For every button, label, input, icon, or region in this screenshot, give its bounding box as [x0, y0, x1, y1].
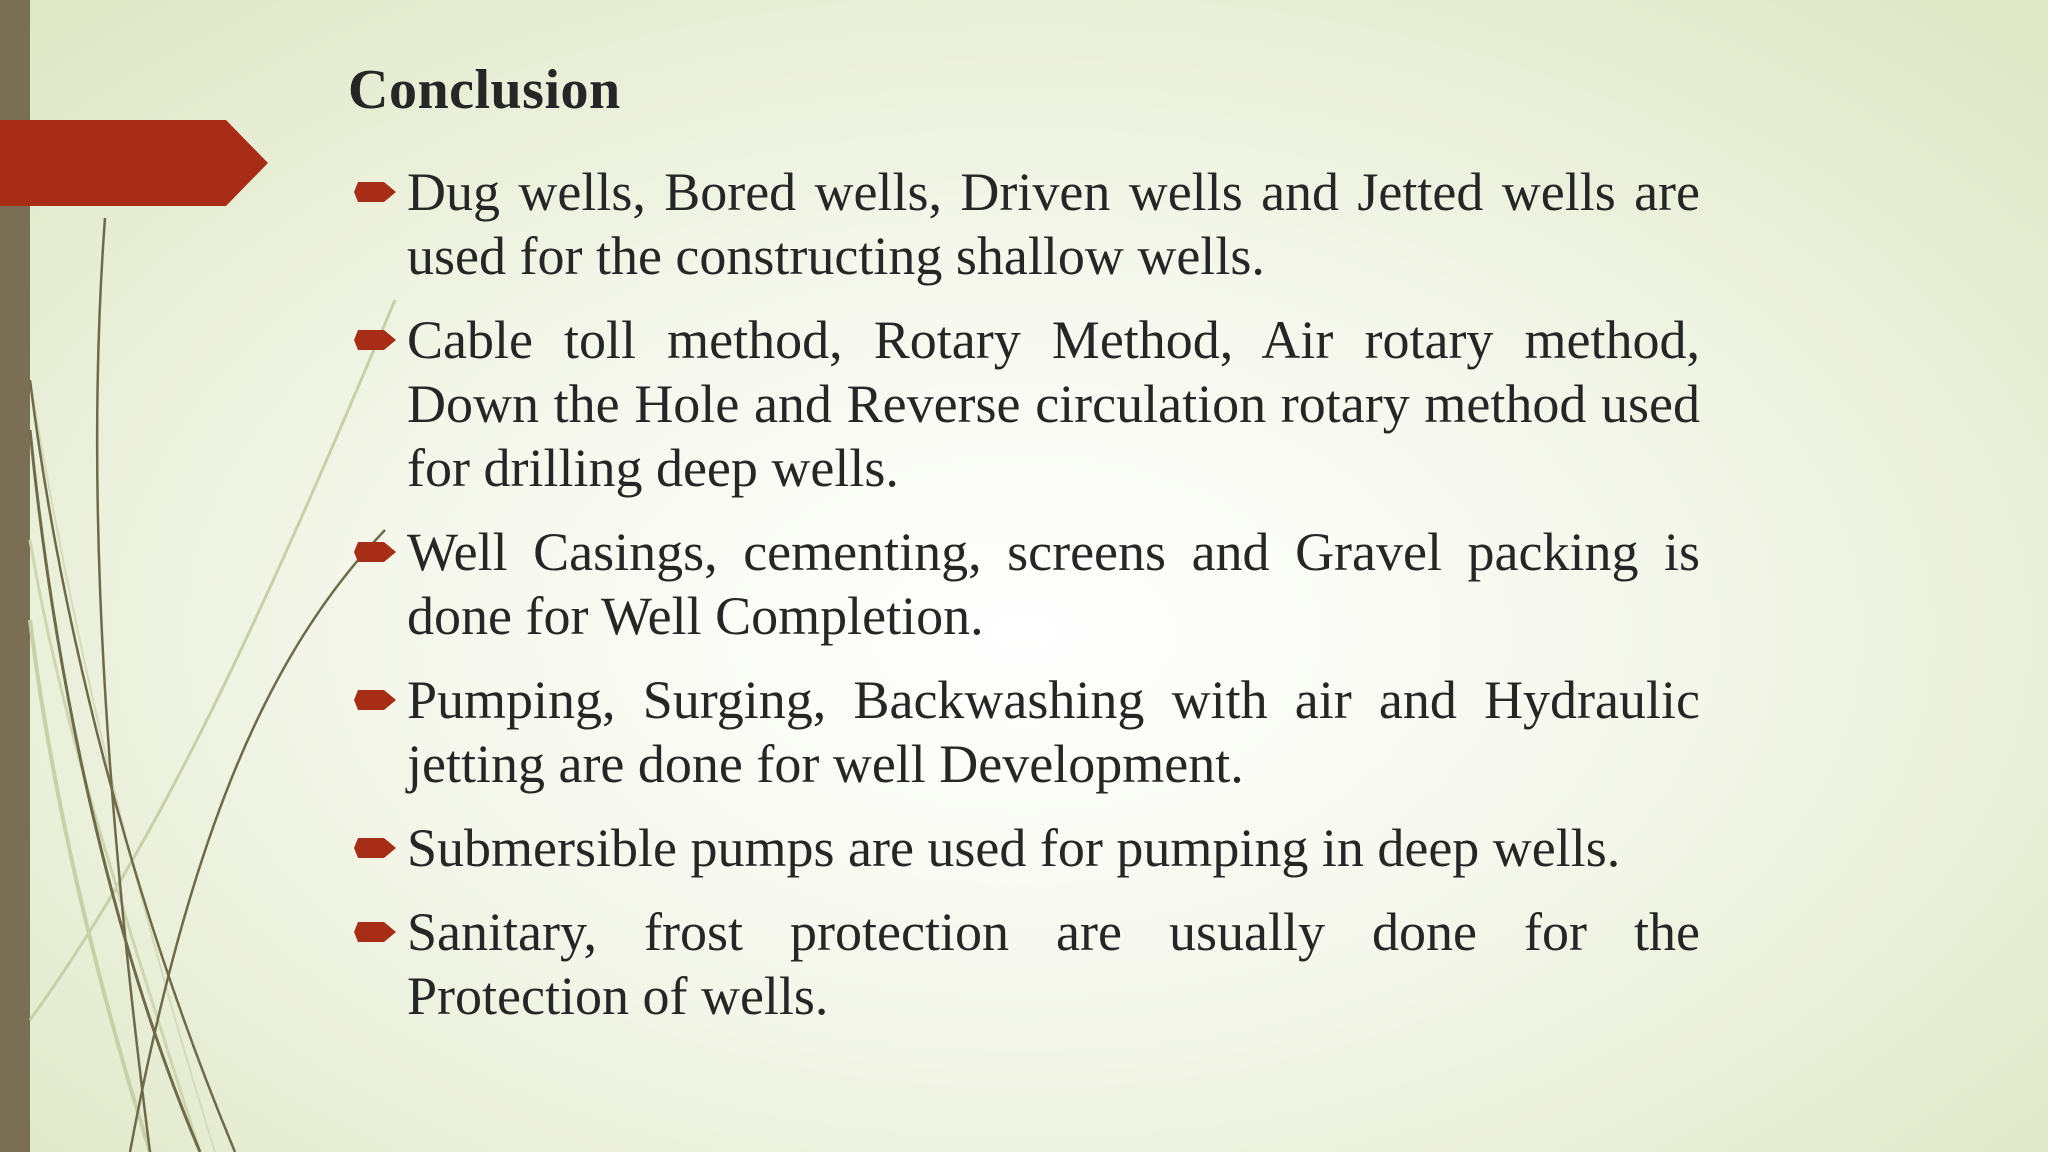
bullet-text: Dug wells, Bored wells, Driven wells and Jetted wells are used for the constructing shallow wells.	[407, 162, 1700, 286]
bullet-item	[350, 668, 1700, 796]
bullet-text: Cable toll method, Rotary Method, Air rotary method, Down the Hole and Reverse circulation rotary method used for drilling deep wells.	[407, 310, 1700, 498]
right-arrow-icon	[352, 538, 398, 566]
bullet-item	[350, 160, 1700, 288]
right-arrow-icon	[352, 326, 398, 354]
slide-title: Conclusion	[348, 59, 621, 121]
right-arrow-icon	[352, 834, 398, 862]
bullet-text: Pumping, Surging, Backwashing with air and Hydraulic jetting are done for well Development.	[407, 670, 1700, 794]
right-arrow-icon	[352, 686, 398, 714]
bullet-item	[350, 308, 1700, 500]
bullet-text: Well Casings, cementing, screens and Gravel packing is done for Well Completion.	[407, 522, 1700, 646]
right-arrow-icon	[352, 918, 398, 946]
bullet-text: Submersible pumps are used for pumping in deep wells.	[407, 818, 1621, 878]
bullet-text: Sanitary, frost protection are usually done for the Protection of wells.	[407, 902, 1700, 1026]
bullet-item	[350, 520, 1700, 648]
title-arrow-banner	[0, 120, 270, 206]
right-arrow-icon	[352, 178, 398, 206]
bullet-item	[350, 816, 1700, 880]
bullet-list	[350, 160, 1700, 1048]
bullet-item	[350, 900, 1700, 1028]
